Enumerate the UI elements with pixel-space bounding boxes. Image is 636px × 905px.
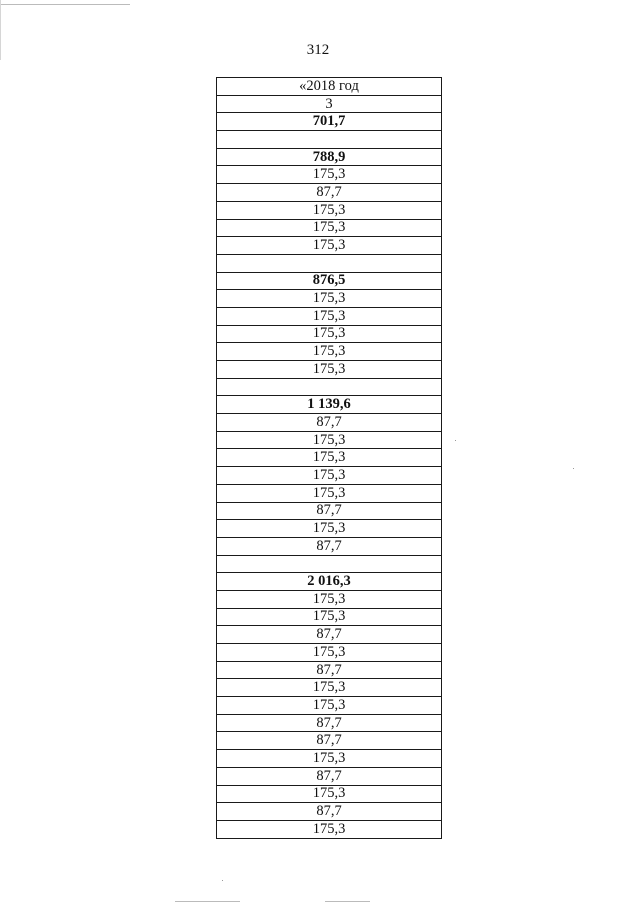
table-row: [217, 644, 442, 662]
table-row: [217, 113, 442, 131]
table-cell: 175,3: [217, 325, 442, 343]
data-table-container: [216, 77, 442, 839]
table-row: [217, 237, 442, 255]
table-row: [217, 343, 442, 361]
table-row: [217, 148, 442, 166]
table-cell: [217, 131, 442, 149]
table-row: [217, 537, 442, 555]
scan-speck: [222, 880, 223, 881]
table-row: [217, 820, 442, 838]
table-row: [217, 325, 442, 343]
table-row: [217, 396, 442, 414]
table-cell-subtotal: 2 016,3: [217, 573, 442, 591]
data-table-body: [217, 78, 442, 839]
table-cell: 87,7: [217, 537, 442, 555]
table-cell: 87,7: [217, 502, 442, 520]
table-row: [217, 219, 442, 237]
table-cell: 87,7: [217, 714, 442, 732]
table-cell: 87,7: [217, 803, 442, 821]
table-cell: 87,7: [217, 732, 442, 750]
table-cell: 175,3: [217, 449, 442, 467]
table-row: [217, 449, 442, 467]
table-cell: 175,3: [217, 820, 442, 838]
table-cell: 87,7: [217, 767, 442, 785]
table-cell: 87,7: [217, 661, 442, 679]
table-row: [217, 679, 442, 697]
data-table: [216, 77, 442, 839]
table-cell: [217, 254, 442, 272]
table-cell: 175,3: [217, 679, 442, 697]
table-cell: 175,3: [217, 431, 442, 449]
table-cell: 175,3: [217, 484, 442, 502]
table-cell-subtotal: 1 139,6: [217, 396, 442, 414]
table-row: [217, 131, 442, 149]
table-row: [217, 254, 442, 272]
table-row: [217, 184, 442, 202]
table-row: [217, 414, 442, 432]
table-cell: 175,3: [217, 219, 442, 237]
table-row: [217, 590, 442, 608]
scan-artifact-line: [325, 901, 370, 902]
table-row: [217, 166, 442, 184]
table-row: [217, 484, 442, 502]
table-row: [217, 555, 442, 573]
table-row: [217, 467, 442, 485]
table-cell: 175,3: [217, 697, 442, 715]
table-cell: 175,3: [217, 166, 442, 184]
table-cell-subtotal: 876,5: [217, 272, 442, 290]
table-row: [217, 201, 442, 219]
table-row: [217, 290, 442, 308]
table-column-number-cell: 3: [217, 95, 442, 113]
table-row: [217, 502, 442, 520]
scan-speck: [573, 468, 574, 469]
table-row: [217, 378, 442, 396]
table-row: [217, 361, 442, 379]
table-row: [217, 785, 442, 803]
table-cell: 87,7: [217, 414, 442, 432]
table-row: [217, 626, 442, 644]
table-cell: 175,3: [217, 785, 442, 803]
scan-speck: [455, 440, 456, 441]
page-number: 312: [306, 42, 330, 58]
scan-artifact-line: [0, 4, 130, 5]
table-row: [217, 431, 442, 449]
table-row: [217, 272, 442, 290]
table-column-number-row: [217, 95, 442, 113]
table-cell: 175,3: [217, 520, 442, 538]
table-row: [217, 697, 442, 715]
table-cell: [217, 555, 442, 573]
scan-artifact-line: [175, 901, 240, 902]
table-row: [217, 307, 442, 325]
table-cell: 175,3: [217, 750, 442, 768]
table-header-row: [217, 78, 442, 96]
table-row: [217, 750, 442, 768]
table-cell: [217, 378, 442, 396]
table-cell: 175,3: [217, 361, 442, 379]
table-row: [217, 803, 442, 821]
table-row: [217, 573, 442, 591]
table-row: [217, 714, 442, 732]
table-cell-subtotal: 701,7: [217, 113, 442, 131]
table-cell: 87,7: [217, 184, 442, 202]
table-cell-subtotal: 788,9: [217, 148, 442, 166]
table-cell: 175,3: [217, 201, 442, 219]
table-header-cell: «2018 год: [217, 78, 442, 96]
table-row: [217, 732, 442, 750]
table-row: [217, 520, 442, 538]
table-cell: 175,3: [217, 590, 442, 608]
table-cell: 175,3: [217, 644, 442, 662]
table-cell: 175,3: [217, 467, 442, 485]
table-cell: 175,3: [217, 307, 442, 325]
table-cell: 175,3: [217, 343, 442, 361]
table-cell: 175,3: [217, 237, 442, 255]
table-row: [217, 767, 442, 785]
table-cell: 87,7: [217, 626, 442, 644]
table-row: [217, 608, 442, 626]
table-cell: 175,3: [217, 290, 442, 308]
table-cell: 175,3: [217, 608, 442, 626]
table-row: [217, 661, 442, 679]
